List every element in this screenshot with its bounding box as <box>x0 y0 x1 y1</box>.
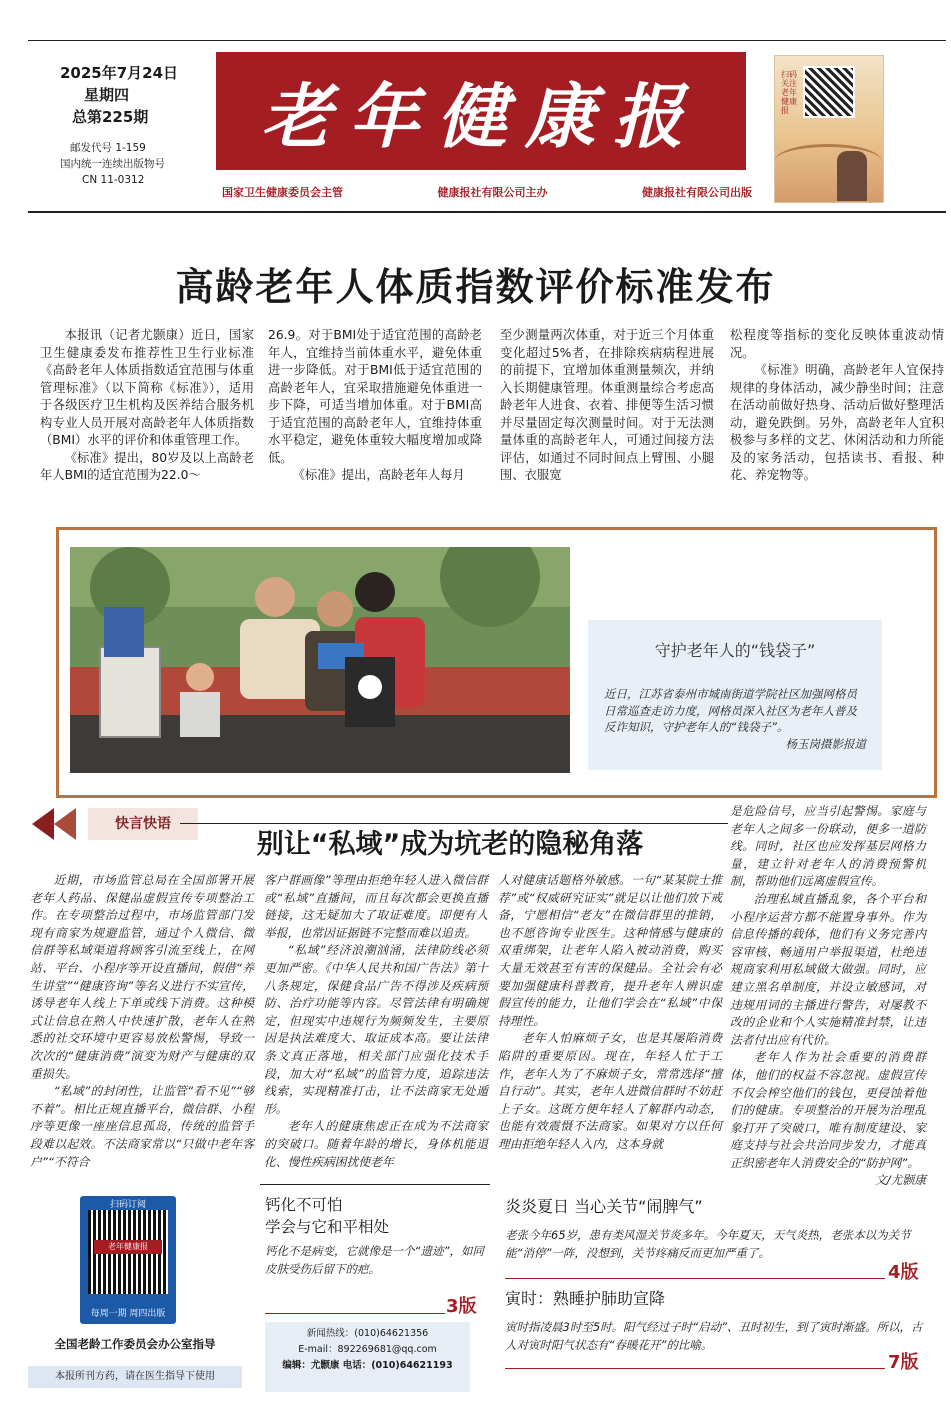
qr-top-label: 扫码订阅 <box>109 1200 146 1210</box>
article1-col3 <box>500 327 714 485</box>
cn-number: CN 11-0312 <box>82 174 145 186</box>
email: E-mail：892269681@qq.com <box>298 1344 437 1355</box>
news-photo-illustration <box>70 547 570 773</box>
editor-info: 编辑：尤颢康 电话：(010)64621193 <box>282 1360 453 1371</box>
top-rule <box>28 40 946 41</box>
article2-col2 <box>264 872 488 1171</box>
teaser-rule <box>505 1278 885 1279</box>
lead-headline: 高龄老年人体质指数评价标准发布 <box>175 265 776 309</box>
paragraph: 至少测量两次体重，对于近三个月体重变化超过5%者，在排除疾病病程进展的前提下，宜增加体重测量频次，并纳入长期健康管理。体重测量综合考虑高龄老年人进食、衣着、排便等生活习惯并尽量固定每次测量时间。对于无法测量体重的高龄老年人，可通过间接方法评估，如通过不同时间点上臂围、小腿围、衣服宽 <box>500 328 714 482</box>
news-photo[interactable] <box>70 547 570 773</box>
publication-number: 国内统一连续出版物号 <box>60 158 165 170</box>
paragraph: 是危险信号，应当引起警惕。家庭与老年人之间多一份联动，便多一道防线。同时，社区也应发挥基层网格力量，建立针对老年人的消费预警机制，帮助他们远离虚假宣传。 <box>730 804 926 889</box>
page-ref-3[interactable]: 3版 <box>446 1296 477 1317</box>
article1-col4 <box>730 327 944 485</box>
issue-weekday: 星期四 <box>84 86 130 104</box>
disclaimer-note: 本报所刊方药，请在医生指导下使用 <box>28 1366 242 1388</box>
teaser-lung[interactable] <box>505 1288 925 1354</box>
chevron-left-icon <box>54 808 76 840</box>
paragraph: 《标准》明确，高龄老年人宜保持规律的身体活动，减少静坐时间；注意在活动前做好热身、活动后做好整理活动，避免跌倒。另外，高龄老年人宜积极参与多样的文艺、休闲活动和力所能及的家务活动，包括读书、看报、种花、养宠物等。 <box>730 363 944 482</box>
paragraph: 《标准》提出，80岁及以上高龄老年人BMI的适宜范围为22.0～ <box>40 450 254 482</box>
teaser-joints[interactable] <box>505 1196 925 1262</box>
subscribe-qr[interactable] <box>80 1196 176 1324</box>
article1-col1 <box>40 327 254 485</box>
teaser-title: 钙化不可怕 <box>265 1196 343 1214</box>
sponsor-line <box>222 184 752 200</box>
paragraph: 客户群画像”等理由拒绝年轻人进入微信群或“私域”直播间，而且每次都会更换直播链接，这无疑加大了取证难度。即便有人举报，也常因证据链不完整而难以追责。 <box>264 873 488 940</box>
paragraph: 老年人怕麻烦子女，也是其屡陷消费陷阱的重要原因。现在，年轻人忙于工作，老年人为了不麻烦子女，常常选择“擅自行动”。其实，老年人进微信群时不妨赶上子女。这既方便年轻人了解群内动态，也能有效震慑不法商家。如果对方以任何理由拒绝年轻人入内，这本身就 <box>498 1031 722 1151</box>
guidance-line: 全国老龄工作委员会办公室指导 <box>54 1337 216 1351</box>
article1-col2 <box>268 327 482 485</box>
promo-tag: 扫码关注 老年健康报 <box>781 70 797 115</box>
caption-body <box>604 686 866 752</box>
elderly-couple-illustration <box>837 151 867 201</box>
article2-col3 <box>498 872 722 1154</box>
qr-bottom-label: 每周一期 周四出版 <box>90 1309 166 1319</box>
teaser-title: 寅时：熟睡护肺助宣降 <box>505 1289 666 1308</box>
teaser-text: 钙化不是病变，它就像是一个“遗迹”，如同皮肤受伤后留下的疤。 <box>265 1244 484 1276</box>
paragraph: 人对健康话题格外敏感。一句“某某院士推荐”或“权威研究证实”就足以让他们放下戒备，宁愿相信“老友”在微信群里的推销，也不愿咨询专业医生。这种情感与健康的双重绑架，让老年人陷入被动消费，购买大量无效甚至有害的保健品。全社会有必要加强健康科普教育，提升老年人辨识虚假宣传的能力，让他们学会在“私域”中保持理性。 <box>498 873 722 1028</box>
column-label: 快言快语 <box>88 808 198 840</box>
masthead-title: 老年健康报 <box>261 74 701 158</box>
sponsor-publisher: 健康报社有限公司出版 <box>642 186 752 199</box>
paragraph: 26.9。对于BMI处于适宜范围的高龄老年人，宜维持当前体重水平，避免体重进一步降低。对于BMI低于适宜范围的高龄老年人，宜采取措施避免体重进一步下降，可适当增加体重。对于BMI高于适宜范围的高龄老年人，宜维持体重水平稳定，避免体重较大幅度增加或降低。 <box>268 328 482 465</box>
article2-col1 <box>30 872 254 1171</box>
teaser-text: 寅时指凌晨3时至5时。阳气经过子时“启动”、丑时初生，到了寅时渐盛。所以，古人对寅时阳气状态有“春暖花开”的比喻。 <box>505 1320 923 1352</box>
paragraph: 《标准》提出，高龄老年人每月 <box>292 468 465 482</box>
qr-code-icon[interactable] <box>803 66 855 118</box>
paragraph: “私域”的封闭性，让监管“看不见”“够不着”。相比正规直播平台，微信群、小程序等更像一座座信息孤岛，传统的监管手段难以起效。不法商家常以“只做中老年客户”“不符合 <box>30 1084 254 1169</box>
paragraph: 治理私域直播乱象，各个平台和小程序运营方都不能置身事外。作为信息传播的载体，他们有义务完善内容审核、畅通用户举报渠道，杜绝违规商家利用私域做大做强。同时，应建立黑名单制度，并设立敏感词，对违规用词的主播进行警告，对屡教不改的企业和个人实施精准封禁，让违法者付出应有代价。 <box>730 891 926 1047</box>
article-author: 文/尤颢康 <box>874 1173 926 1188</box>
qr-banner: 老年健康报 <box>94 1240 162 1254</box>
sponsor-supervisor: 国家卫生健康委员会主管 <box>222 186 343 199</box>
page-ref-7[interactable]: 7版 <box>888 1352 919 1373</box>
opinion-headline: 别让“私域”成为坑老的隐秘角落 <box>256 829 644 860</box>
hotline: 新闻热线：(010)64621356 <box>306 1328 429 1339</box>
article2-col4 <box>730 803 926 1190</box>
teaser-rule <box>265 1313 445 1314</box>
teaser-rule <box>505 1368 885 1369</box>
postal-code: 邮发代号 1-159 <box>70 142 146 154</box>
teaser-title: 炎炎夏日 当心关节“闹脾气” <box>505 1197 703 1216</box>
page-ref-4[interactable]: 4版 <box>888 1262 919 1283</box>
teaser-text: 老张今年65岁，患有类风湿关节炎多年。今年夏天，天气炎热，老张本以为关节能“消停”一阵，没想到，关节疼痛反而更加严重了。 <box>505 1228 911 1260</box>
bottom-rule <box>260 1184 490 1185</box>
photo-caption <box>588 620 882 770</box>
column-badge <box>28 808 178 840</box>
promo-qr-image[interactable] <box>774 55 884 203</box>
paragraph: 老年人作为社会重要的消费群体，他们的权益不容忽视。虚假宣传不仅会榨空他们的钱包，更侵蚀着他们的健康。专项整治的开展为治理乱象打开了突破口，唯有制度建设、家庭支持与社会共治同步发力，才能真正织密老年人消费安全的“防护网”。 <box>730 1050 926 1170</box>
masthead <box>216 52 746 170</box>
contact-box <box>265 1322 470 1392</box>
teaser-title: 学会与它和平相处 <box>265 1218 390 1236</box>
paragraph: “私域”经济浪潮汹涌，法律防线必须更加严密。《中华人民共和国广告法》第十八条规定，保健食品广告不得涉及疾病预防、治疗功能等内容。尽管法律有明确规定，但现实中违规行为频频发生，主要原因是执法难度大、取证成本高。要让法律条文真正落地，相关部门应强化技术手段，加大对“私域”的监管力度，追踪违法线索，实现精准打击，让不法商家无处遁形。 <box>264 943 488 1116</box>
issue-info <box>60 62 200 188</box>
masthead-rule <box>28 211 946 213</box>
issue-date: 2025年7月24日 <box>60 64 179 82</box>
caption-text: 近日，江苏省泰州市城南街道学院社区加强网格员日常巡查走访力度，网格员深入社区为老年人普及反诈知识，守护老年人的“钱袋子”。 <box>604 687 857 734</box>
paragraph: 本报讯（记者尤颢康）近日，国家卫生健康委发布推荐性卫生行业标准《高龄老年人体质指数适宜范围与体重管理标准》（以下简称《标准》），适用于各级医疗卫生机构及医养结合服务机构专业人员开展对高龄老年人体质指数（BMI）水平的评价和体重管理工作。 <box>40 328 254 447</box>
photo-credit: 杨玉岗摄影报道 <box>785 736 866 751</box>
paragraph: 松程度等指标的变化反映体重波动情况。 <box>730 328 944 360</box>
chevron-left-icon <box>32 808 54 840</box>
paragraph: 近期，市场监管总局在全国部署开展老年人药品、保健品虚假宣传专项整治工作。在专项整治过程中，市场监管部门发现有商家为规避监管，通过个人微信、微信群等私域渠道将顾客引流至线上，在网站、平台、小程序等开设直播间，假借“养生讲堂”“健康咨询”等名义进行不实宣传，诱导老年人线上下单或线下消费。这种模式让信息在熟人中快速扩散，老年人在熟悉的社交环境中更容易放松警惕，导致一次次的“健康消费”演变为财产与健康的双重损失。 <box>30 873 254 1081</box>
caption-title: 守护老年人的“钱袋子” <box>654 641 816 660</box>
teaser-calcification[interactable] <box>265 1194 487 1278</box>
issue-number: 总第225期 <box>72 108 149 126</box>
sponsor-organizer: 健康报社有限公司主办 <box>437 186 548 199</box>
paragraph: 老年人的健康焦虑正在成为不法商家的突破口。随着年龄的增长，身体机能退化、慢性疾病困扰使老年 <box>264 1119 488 1169</box>
